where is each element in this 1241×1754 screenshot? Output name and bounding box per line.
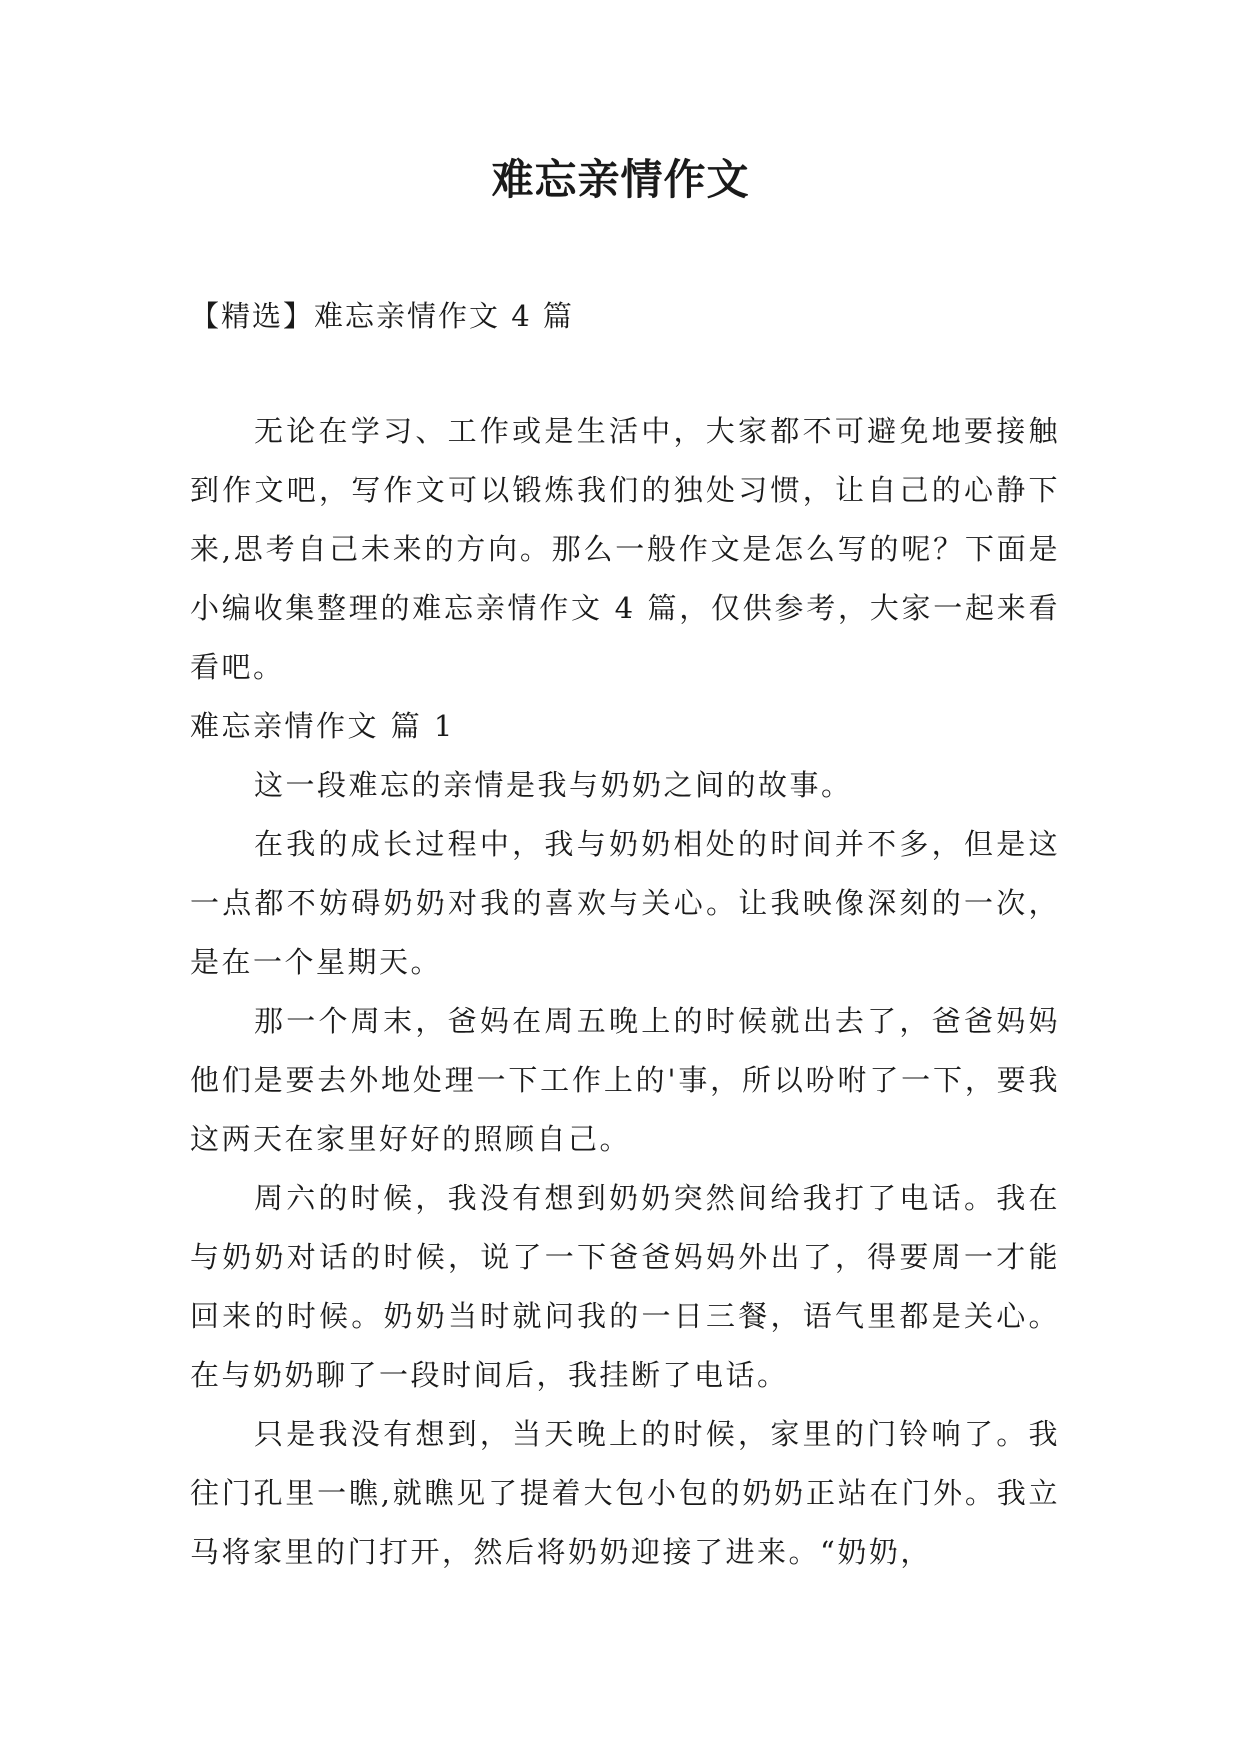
paragraph: 在我的成长过程中，我与奶奶相处的时间并不多，但是这一点都不妨碍奶奶对我的喜欢与关心。让我映像深刻的一次，是在一个星期天。 bbox=[190, 827, 1060, 979]
paragraph: 那一个周末，爸妈在周五晚上的时候就出去了，爸爸妈妈他们是要去外地处理一下工作上的'事，所以吩咐了一下，要我这两天在家里好好的照顾自己。 bbox=[190, 1004, 1060, 1156]
paragraph: 只是我没有想到，当天晚上的时候，家里的门铃响了。我往门孔里一瞧,就瞧见了提着大包小包的奶奶正站在门外。我立马将家里的门打开，然后将奶奶迎接了进来。“奶奶， bbox=[190, 1417, 1060, 1569]
document-subtitle: 【精选】难忘亲情作文 4 篇 bbox=[190, 299, 574, 333]
document-body bbox=[190, 402, 1060, 1582]
paragraph-intro: 无论在学习、工作或是生活中，大家都不可避免地要接触到作文吧，写作文可以锻炼我们的独处习惯，让自己的心静下来,思考自己未来的方向。那么一般作文是怎么写的呢？下面是小编收集整理的难忘亲情作文 4 篇，仅供参考，大家一起来看看吧。 bbox=[190, 414, 1060, 684]
paragraph: 这一段难忘的亲情是我与奶奶之间的故事。 bbox=[254, 768, 853, 802]
document-title: 难忘亲情作文 bbox=[491, 155, 750, 204]
paragraph: 周六的时候，我没有想到奶奶突然间给我打了电话。我在与奶奶对话的时候，说了一下爸爸妈妈外出了，得要周一才能回来的时候。奶奶当时就问我的一日三餐，语气里都是关心。在与奶奶聊了一段时间后，我挂断了电话。 bbox=[190, 1181, 1060, 1392]
section-heading: 难忘亲情作文 篇 1 bbox=[190, 709, 455, 743]
